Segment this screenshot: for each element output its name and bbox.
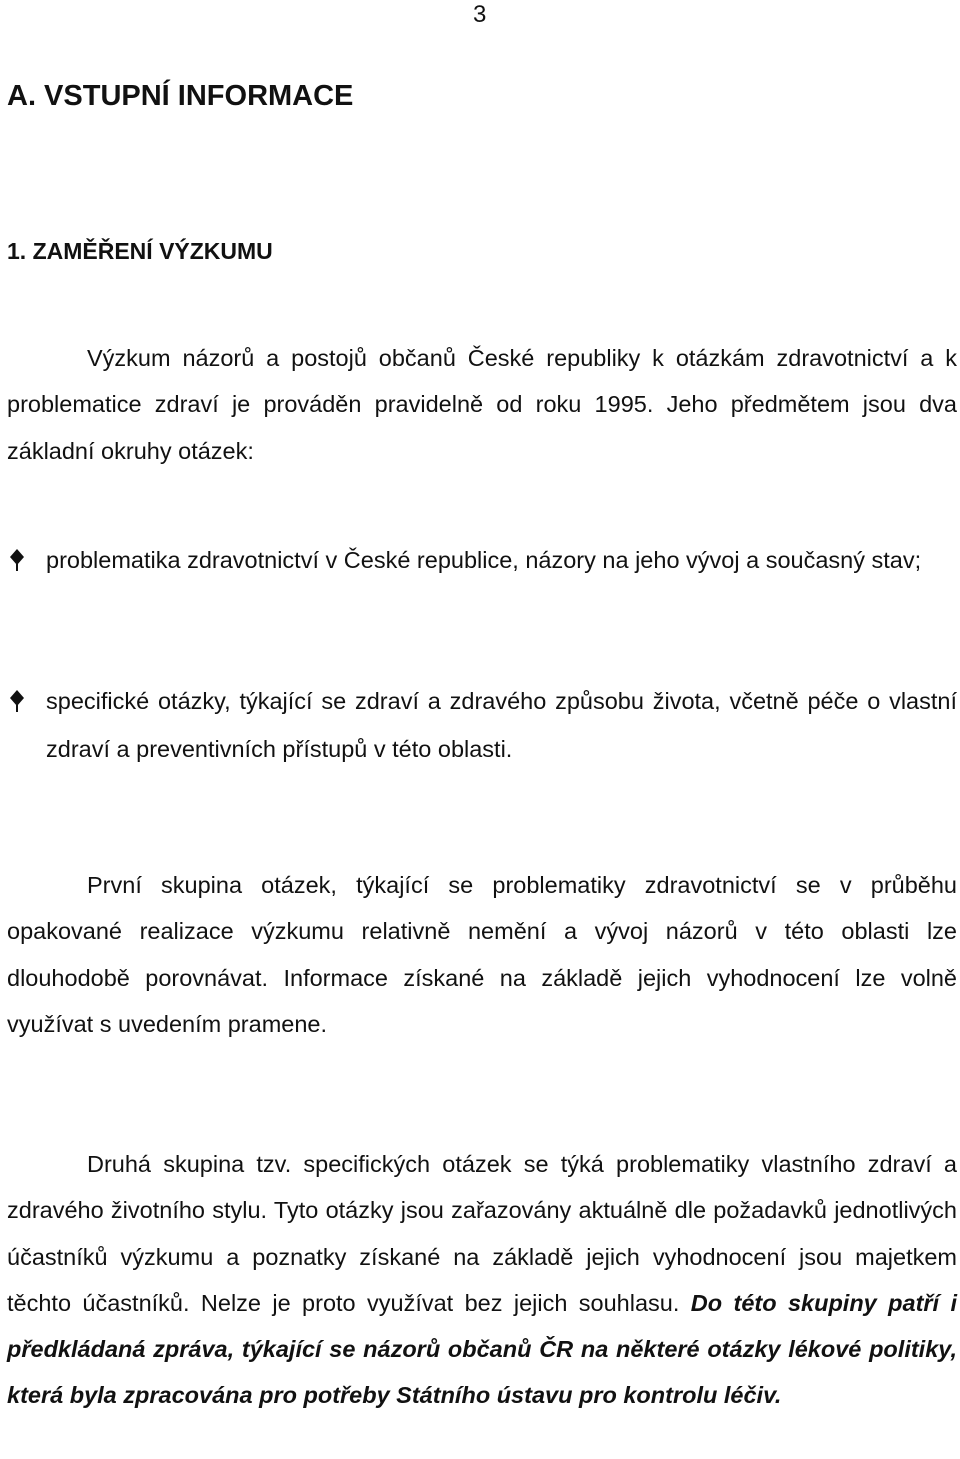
bullet-text: problematika zdravotnictví v České republice, názory na jeho vývoj a současný stav;: [46, 547, 922, 573]
bullet-text: specifické otázky, týkající se zdraví a zdravého způsobu života, včetně péče o vlastní zdraví a preventivních přístupů v této oblasti.: [46, 688, 957, 762]
bullet-item-1: [7, 536, 957, 584]
emphasized-report-note: Do této skupiny patří i předkládaná zpráva, týkající se názorů občanů ČR na některé otázky lékové politiky, která byla zpracována pro potřeby Státního ústavu pro kontrolu léčiv.: [7, 1289, 957, 1409]
section-title: 1. ZAMĚŘENÍ VÝZKUMU: [7, 238, 273, 264]
bullet-item-2: [7, 677, 957, 773]
intro-text: Výzkum názorů a postojů občanů České republiky k otázkám zdravotnictví a k problematice zdraví je prováděn pravidelně od roku 1995. Jeho předmětem jsou dva základní okruhy otázek:: [7, 345, 957, 464]
diamond-bullet-icon: [7, 548, 27, 572]
intro-paragraph: [7, 335, 957, 474]
diamond-bullet-icon: [7, 689, 27, 713]
main-heading: A. VSTUPNÍ INFORMACE: [7, 80, 354, 112]
page-number: 3: [473, 1, 487, 28]
second-group-paragraph: [7, 1141, 957, 1419]
second-group-text: Druhá skupina tzv. specifických otázek se týká problematiky vlastního zdraví a zdravého životního stylu. Tyto otázky jsou zařazovány aktuálně dle požadavků jednotlivých účastníků výzkumu a poznatky získané na základě jejich vyhodnocení jsou majetkem těchto účastníků. Nelze je proto využívat bez jejich souhlasu.: [7, 1151, 957, 1316]
first-group-paragraph: [7, 862, 957, 1047]
first-group-text: První skupina otázek, týkající se problematiky zdravotnictví se v průběhu opakované realizace výzkumu relativně nemění a vývoj názorů v této oblasti lze dlouhodobě porovnávat. Informace získané na základě jejich vyhodnocení lze volně využívat s uvedením pramene.: [7, 872, 957, 1037]
